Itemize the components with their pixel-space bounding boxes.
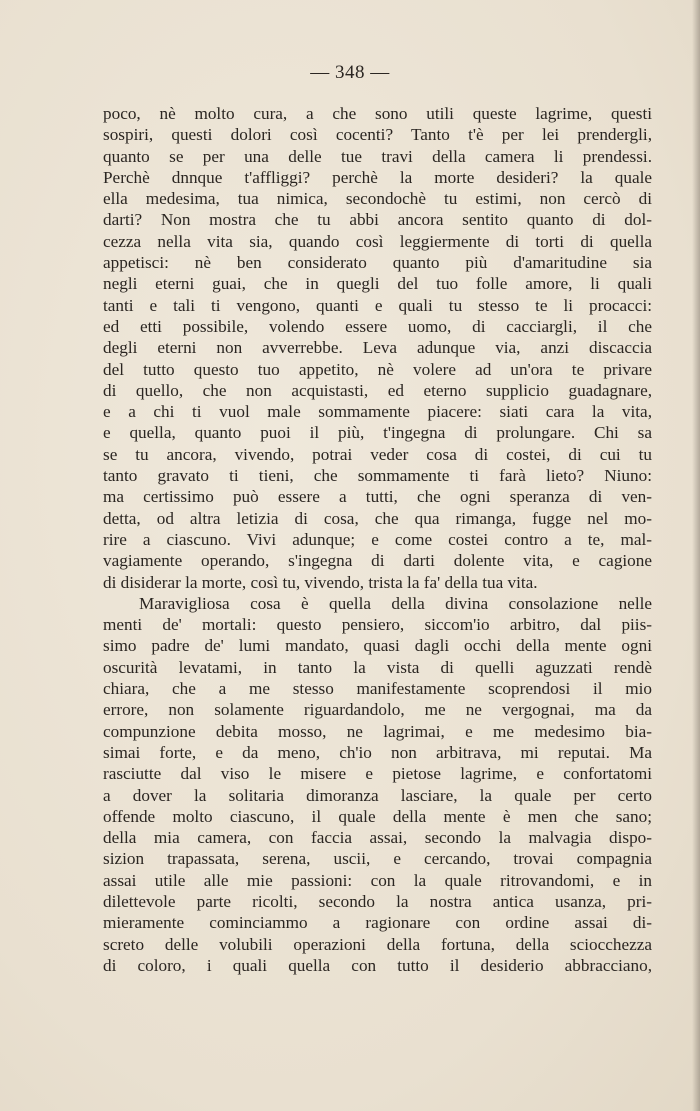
- paragraph-1: [103, 103, 652, 593]
- text-line: screto delle volubili operazioni della fortuna, della sciocchezza: [103, 934, 652, 954]
- text-line: negli eterni guai, che in quegli del tuo folle amore, li quali: [103, 274, 652, 294]
- text-line: di quello, che non acquistasti, ed eterno supplicio guadagnare,: [103, 380, 652, 400]
- text-line: quanto se per una delle tue travi della camera li prendessi.: [103, 146, 652, 166]
- text-line: dilettevole parte ricolti, secondo la nostra antica usanza, pri-: [103, 891, 652, 911]
- text-line: errore, non solamente riguardandolo, me ne vergognai, ma da: [103, 700, 652, 720]
- text-line: Maravigliosa cosa è quella della divina consolazione nelle: [139, 593, 652, 613]
- text-line: menti de' mortali: questo pensiero, siccom'io arbitro, dal piis-: [103, 615, 652, 635]
- text-line: di coloro, i quali quella con tutto il desiderio abbracciano,: [103, 955, 652, 975]
- text-line: rasciutte dal viso le misere e pietose lagrime, e confortatomi: [103, 764, 652, 784]
- page-edge-shadow: [692, 0, 700, 1111]
- text-line: sizion trapassata, serena, uscii, e cercando, trovai compagnia: [103, 849, 652, 869]
- text-line: cezza nella vita sia, quando così leggiermente di torti di quella: [103, 231, 652, 251]
- text-line: sospiri, questi dolori così cocenti? Tanto t'è per lei prendergli,: [103, 125, 652, 145]
- text-line: ella medesima, tua nimica, secondochè tu estimi, non cercò di: [103, 189, 652, 209]
- text-line: simai forte, e da meno, ch'io non arbitrava, mi reputai. Ma: [103, 742, 652, 762]
- text-line: offende molto ciascuno, il quale della mente è men che sano;: [103, 806, 652, 826]
- text-line: se tu ancora, vivendo, potrai veder cosa di costei, di cui tu: [103, 444, 652, 464]
- text-line: detta, od altra letizia di cosa, che qua rimanga, fugge nel mo-: [103, 508, 652, 528]
- text-line: tanto gravato ti tieni, che sommamente ti farà lieto? Niuno:: [103, 466, 652, 486]
- text-line: vagiamente operando, s'ingegna di darti dolente vita, e cagione: [103, 551, 652, 571]
- page-number: — 348 —: [310, 62, 390, 83]
- paragraph-2: [103, 593, 652, 976]
- text-line: tanti e tali ti vengono, quanti e quali tu stesso te li procacci:: [103, 295, 652, 315]
- text-line: poco, nè molto cura, a che sono utili queste lagrime, questi: [103, 104, 652, 123]
- text-line: chiara, che a me stesso manifestamente scoprendosi il mio: [103, 679, 652, 699]
- text-line: e a chi ti vuol male sommamente piacere: siati cara la vita,: [103, 402, 652, 422]
- body-text: [103, 103, 652, 976]
- text-line: del tutto questo tuo appetito, nè volere ad un'ora te privare: [103, 359, 652, 379]
- text-line: ma certissimo può essere a tutti, che ogni speranza di ven-: [103, 487, 652, 507]
- text-line: rire a ciascuno. Vivi adunque; e come costei contro a te, mal-: [103, 529, 652, 549]
- text-line: compunzione debita mosso, ne lagrimai, e me medesimo bia-: [103, 721, 652, 741]
- text-line: degli eterni non avverrebbe. Leva adunque via, anzi discaccia: [103, 338, 652, 358]
- text-line: mieramente cominciammo a ragionare con ordine assai di-: [103, 913, 652, 933]
- text-line: oscurità levatami, in tanto la vista di quelli aguzzati rendè: [103, 657, 652, 677]
- text-line: darti? Non mostra che tu abbi ancora sentito quanto di dol-: [103, 210, 652, 230]
- text-line: della mia camera, con faccia assai, secondo la malvagia dispo-: [103, 828, 652, 848]
- text-line: simo padre de' lumi mandato, quasi dagli occhi della mente ogni: [103, 636, 652, 656]
- text-line: a dover la solitaria dimoranza lasciare, la quale per certo: [103, 785, 652, 805]
- text-line: Perchè dnnque t'affliggi? perchè la morte desideri? la quale: [103, 167, 652, 187]
- text-line: ed etti possibile, volendo essere uomo, di cacciargli, il che: [103, 316, 652, 336]
- text-line: e quella, quanto puoi il più, t'ingegna di prolungare. Chi sa: [103, 423, 652, 443]
- text-line: appetisci: nè ben considerato quanto più d'amaritudine sia: [103, 253, 652, 273]
- text-line: di disiderar la morte, così tu, vivendo, trista la fa' della tua vita.: [103, 572, 538, 592]
- text-line: assai utile alle mie passioni: con la quale ritrovandomi, e in: [103, 870, 652, 890]
